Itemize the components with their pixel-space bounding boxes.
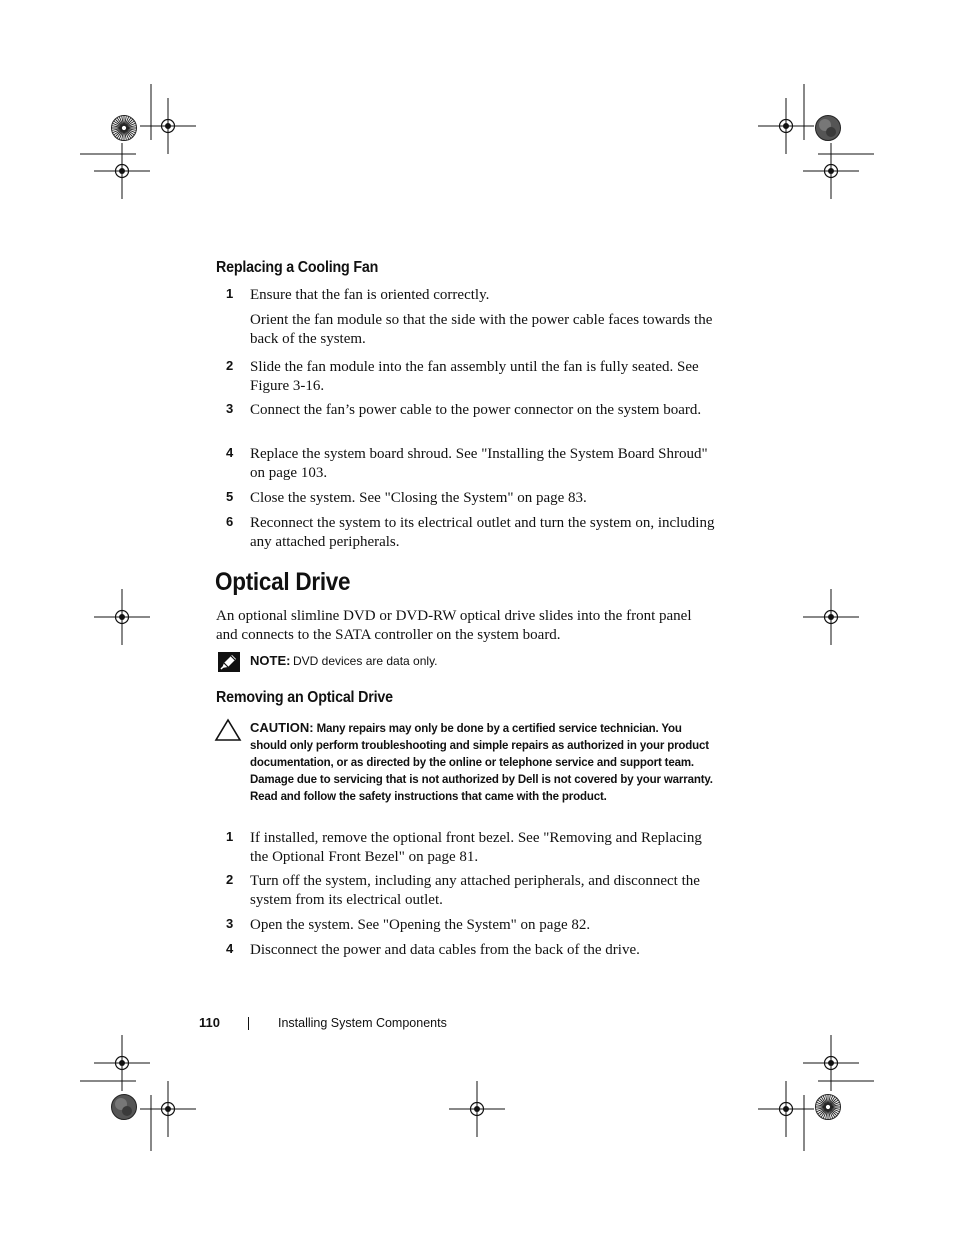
caution-text: Many repairs may only be done by a certified service technician. You should only perform troubleshooting and simple repairs as authorized in your product documentation, or as directed by the online or telephone service and support team. Damage due to servicing that is not authorized by Dell is not covered by your warranty. Read and follow the safety instructions that came with the product. [250, 723, 713, 803]
step-number: 2 [226, 872, 234, 887]
intro-paragraph: An optional slimline DVD or DVD-RW optical drive slides into the front panel and connects to the SATA controller on the system board. [216, 608, 692, 643]
step-number: 2 [226, 358, 234, 373]
caution-triangle-icon [214, 718, 242, 742]
footer-chapter-title: Installing System Components [278, 1016, 447, 1030]
caution-label: CAUTION: [250, 720, 314, 735]
step-text: Ensure that the fan is oriented correctly. [250, 287, 490, 303]
step-number: 4 [226, 445, 234, 460]
note-label: NOTE: [250, 653, 291, 668]
step-text: Turn off the system, including any attached peripherals, and disconnect the system from its electrical outlet. [250, 873, 700, 908]
step-number: 1 [226, 286, 234, 301]
step-text: Replace the system board shroud. See "Installing the System Board Shroud" on page 103. [250, 446, 708, 481]
step-text: Connect the fan’s power cable to the power connector on the system board. [250, 402, 702, 418]
step-text: Disconnect the power and data cables from the back of the drive. [250, 942, 640, 958]
section-heading-removing-optical-drive: Removing an Optical Drive [216, 689, 393, 706]
step-number: 4 [226, 941, 234, 956]
section-heading-replacing-cooling-fan: Replacing a Cooling Fan [216, 259, 379, 276]
step-number: 1 [226, 829, 234, 844]
note-callout [218, 652, 718, 672]
pencil-note-icon [218, 652, 240, 672]
step-detail-paragraph: Orient the fan module so that the side with the power cable faces towards the back of the system. [250, 312, 713, 347]
step-number: 5 [226, 489, 234, 504]
step-number: 3 [226, 401, 234, 416]
step-number: 3 [226, 916, 234, 931]
step-text: Close the system. See "Closing the System" on page 83. [250, 490, 587, 506]
step-text: Open the system. See "Opening the System" on page 82. [250, 917, 591, 933]
step-text: If installed, remove the optional front bezel. See "Removing and Replacing the Optional Front Bezel" on page 81. [250, 830, 702, 865]
step-number: 6 [226, 514, 234, 529]
step-text: Reconnect the system to its electrical outlet and turn the system on, including any attached peripherals. [250, 515, 715, 550]
page-number: 110 [199, 1015, 220, 1030]
step-text: Slide the fan module into the fan assembly until the fan is fully seated. See Figure 3-16. [250, 359, 699, 394]
note-text: DVD devices are data only. [293, 654, 438, 668]
footer-divider [248, 1017, 249, 1030]
page-title-optical-drive: Optical Drive [215, 568, 351, 596]
